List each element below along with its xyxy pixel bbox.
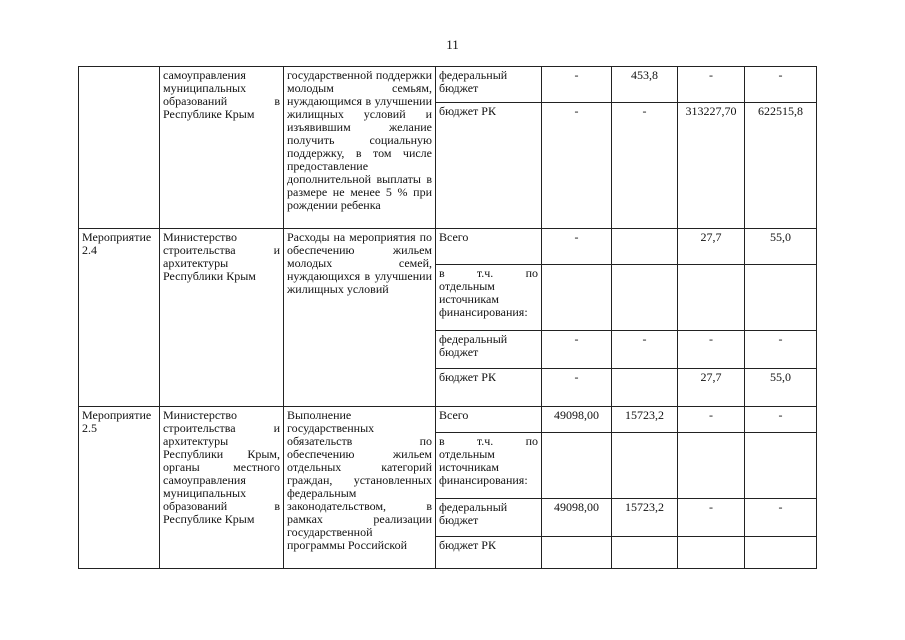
value-cell [612,433,678,499]
value-cell [678,433,745,499]
executor-cell: Министерство строительства и архитектуры Республики Крым, органы местного самоуправления муниципальных образований в Республике Крым [160,407,284,569]
value-cell: - [678,331,745,369]
value-cell [745,433,817,499]
table-row [79,407,817,433]
source-cell: федеральный бюджет [436,67,542,103]
value-cell: - [678,499,745,537]
table-row [79,229,817,265]
value-cell [745,265,817,331]
value-cell: - [745,331,817,369]
value-cell: 49098,00 [542,499,612,537]
source-cell: Всего [436,229,542,265]
value-cell: 313227,70 [678,103,745,229]
description-cell: Расходы на мероприятия по обеспечению жильем молодых семей, нуждающихся в улучшении жилищных условий [284,229,436,407]
value-cell: - [745,499,817,537]
measure-cell: Мероприятие 2.5 [79,407,160,569]
value-cell [612,537,678,569]
value-cell: - [542,331,612,369]
value-cell: - [542,229,612,265]
value-cell: 55,0 [745,229,817,265]
value-cell: 15723,2 [612,499,678,537]
value-cell: - [678,407,745,433]
source-cell: федеральный бюджет [436,331,542,369]
value-cell: - [612,103,678,229]
value-cell [612,265,678,331]
executor-cell: Министерство строительства и архитектуры Республики Крым [160,229,284,407]
source-cell: Всего [436,407,542,433]
value-cell: 27,7 [678,229,745,265]
source-cell: в т.ч. по отдельным источникам финансирования: [436,433,542,499]
value-cell: 15723,2 [612,407,678,433]
funding-table [78,66,817,569]
value-cell: - [542,369,612,407]
value-cell: - [542,103,612,229]
source-cell: федеральный бюджет [436,499,542,537]
value-cell: - [542,67,612,103]
value-cell: - [678,67,745,103]
value-cell: 49098,00 [542,407,612,433]
value-cell [678,537,745,569]
source-cell: бюджет РК [436,537,542,569]
value-cell [542,265,612,331]
value-cell: - [745,67,817,103]
source-cell: в т.ч. по отдельным источникам финансирования: [436,265,542,331]
value-cell: 453,8 [612,67,678,103]
page-number: 11 [446,37,459,52]
table-row [79,67,817,103]
value-cell: 27,7 [678,369,745,407]
value-cell [745,537,817,569]
value-cell: - [612,331,678,369]
measure-cell: Мероприятие 2.4 [79,229,160,407]
source-cell: бюджет РК [436,369,542,407]
description-cell: Выполнение государственных обязательств по обеспечению жильем отдельных категорий граждан, установленных федеральным законодательством, в рамках реализации государственной программы Российской [284,407,436,569]
value-cell: - [745,407,817,433]
value-cell [612,369,678,407]
value-cell [678,265,745,331]
value-cell [542,537,612,569]
value-cell: 622515,8 [745,103,817,229]
description-cell: государственной поддержки молодым семьям, нуждающимся в улучшении жилищных условий и изъявившим желание получить социальную поддержку, в том числе предоставление дополнительной выплаты в размере не менее 5 % при рождении ребенка [284,67,436,229]
source-cell: бюджет РК [436,103,542,229]
measure-cell [79,67,160,229]
value-cell [542,433,612,499]
executor-cell: самоуправления муниципальных образований в Республике Крым [160,67,284,229]
value-cell: 55,0 [745,369,817,407]
value-cell [612,229,678,265]
